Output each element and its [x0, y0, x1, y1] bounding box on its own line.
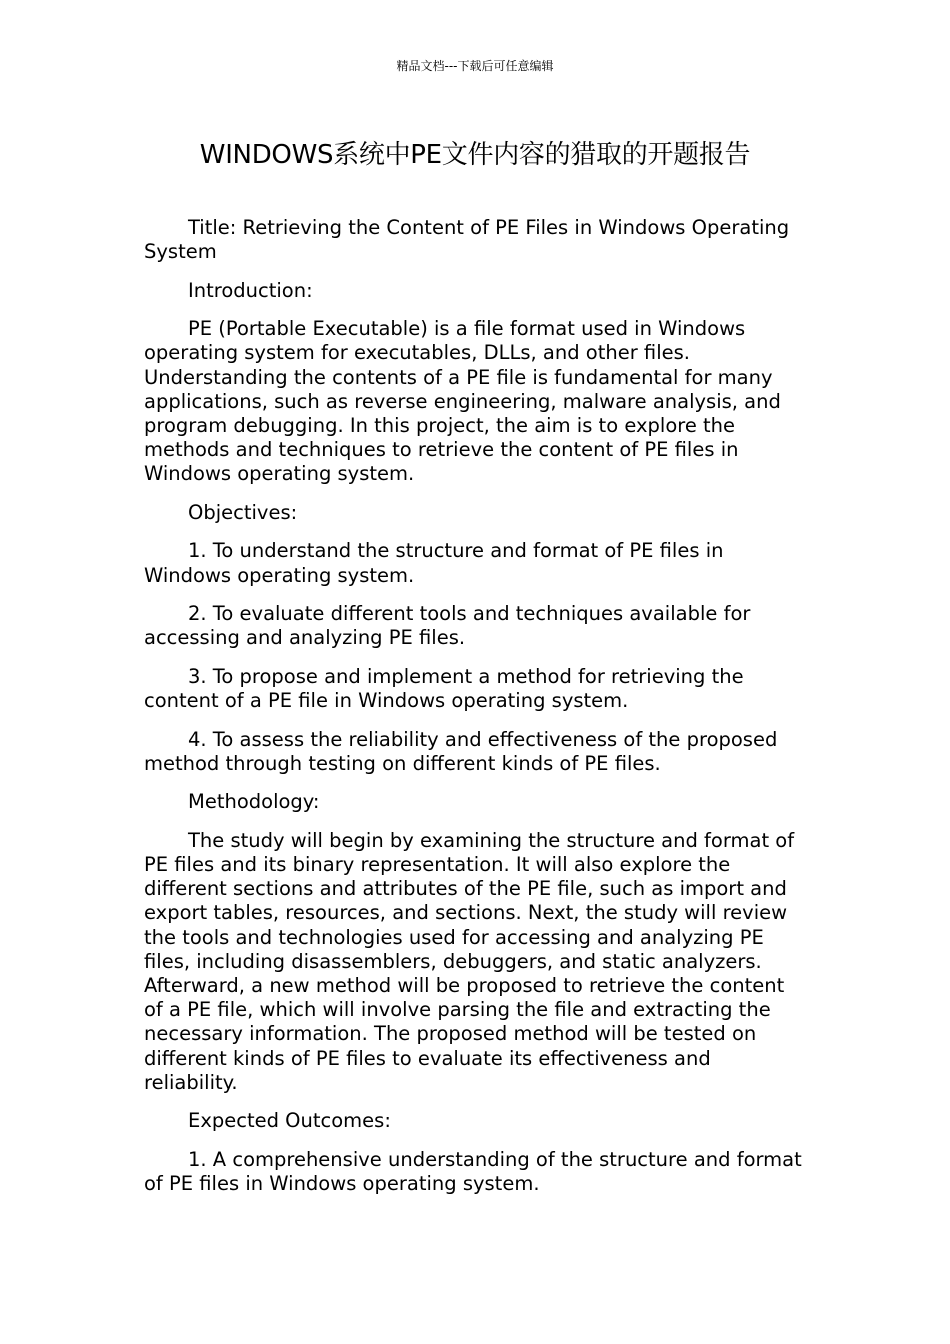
- objective-item-2: 2. To evaluate different tools and techniques available for accessing and analyzing PE files.: [144, 602, 751, 650]
- outcome-item-1: 1. A comprehensive understanding of the structure and format of PE files in Windows operating system.: [144, 1147, 802, 1195]
- objective-item-3: 3. To propose and implement a method for retrieving the content of a PE file in Windows operating system.: [144, 664, 744, 713]
- paragraph-introduction: PE (Portable Executable) is a file format used in Windows operating system for executables, DLLs, and other files. Understanding the contents of a PE file is fundamental for many applications, such as reverse engineering, malware analysis, and program debugging. In this project, the aim is to explore the methods and techniques to retrieve the content of PE files in Windows operating system.: [144, 317, 781, 486]
- objective-item-4: 4. To assess the reliability and effectiveness of the proposed method through testing on different kinds of PE files.: [144, 727, 778, 775]
- heading-methodology: Methodology:: [188, 790, 320, 814]
- paragraph-title-line: Title: Retrieving the Content of PE Files in Windows Operating System: [144, 216, 790, 264]
- header-note: 精品文档---下载后可任意编辑: [396, 59, 554, 73]
- document-body: [144, 216, 808, 1210]
- heading-objectives: Objectives:: [188, 500, 298, 524]
- document-title: WINDOWS系统中PE文件内容的猎取的开题报告: [199, 140, 751, 170]
- objective-item-1: 1. To understand the structure and format of PE files in Windows operating system.: [144, 539, 724, 587]
- heading-expected-outcomes: Expected Outcomes:: [188, 1109, 391, 1133]
- paragraph-methodology: The study will begin by examining the structure and format of PE files and its binary representation. It will also explore the different sections and attributes of the PE file, such as import and export tables, resources, and sections. Next, the study will review the tools and technologies used for accessing and analyzing PE files, including disassemblers, debuggers, and static analyzers. Afterward, a new method will be proposed to retrieve the content of a PE file, which will involve parsing the file and extracting the necessary information. The proposed method will be tested on different kinds of PE files to evaluate its effectiveness and reliability.: [144, 828, 795, 1094]
- heading-introduction: Introduction:: [188, 278, 313, 302]
